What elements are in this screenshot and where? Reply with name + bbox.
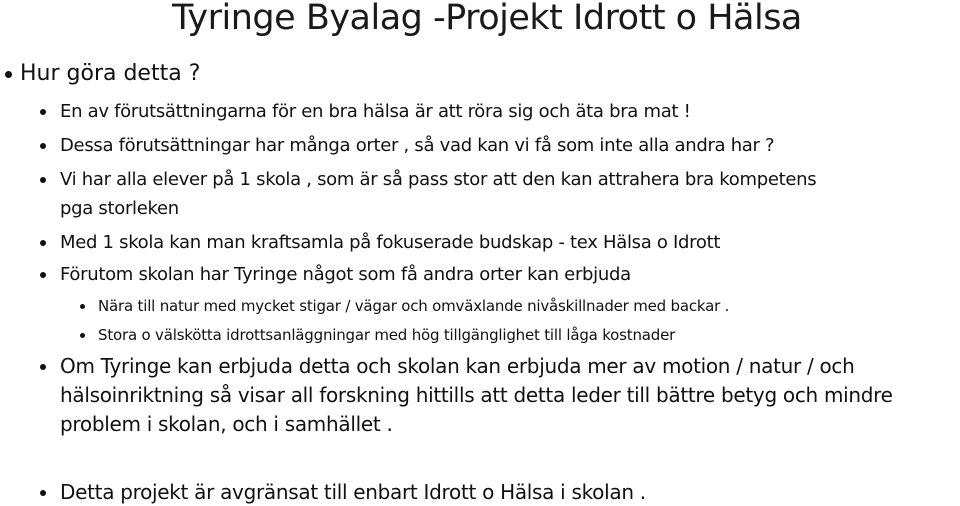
bullet-dot-icon [40, 272, 46, 278]
bullet-text: Detta projekt är avgränsat till enbart Idrott o Hälsa i skolan . [60, 480, 646, 504]
bullet-text: Om Tyringe kan erbjuda detta och skolan kan erbjuda mer av motion / natur / och [60, 354, 855, 378]
bullet-text-continued: problem i skolan, och i samhället . [60, 412, 393, 436]
bullet-text: Hur göra detta ? [20, 61, 201, 86]
list-item [0, 131, 960, 160]
bullet-dot-icon [80, 333, 85, 338]
list-item [0, 60, 960, 88]
bullet-dot-icon [5, 71, 12, 78]
list-item [0, 296, 960, 316]
bullet-text: Dessa förutsättningar har många orter , så vad kan vi få som inte alla andra har ? [60, 135, 775, 156]
bullet-text: En av förutsättningarna för en bra hälsa är att röra sig och äta bra mat ! [60, 101, 691, 122]
list-item [0, 325, 960, 345]
bullet-dot-icon [40, 177, 46, 183]
list-item [0, 478, 960, 506]
bullet-dot-icon [80, 304, 85, 309]
bullet-dot-icon [40, 143, 46, 149]
bullet-dot-icon [40, 109, 46, 115]
bullet-dot-icon [40, 364, 46, 370]
list-item [0, 97, 960, 126]
bullet-text: Vi har alla elever på 1 skola , som är så pass stor att den kan attrahera bra kompetens [60, 169, 817, 190]
bullet-text: Förutom skolan har Tyringe något som få andra orter kan erbjuda [60, 264, 631, 285]
bullet-dot-icon [40, 240, 46, 246]
list-item [0, 165, 960, 223]
list-item [0, 352, 960, 439]
bullet-text-continued: hälsoinriktning så visar all forskning hittills att detta leder till bättre betyg och mindre [60, 383, 893, 407]
sub-bullet-text: Nära till natur med mycket stigar / vägar och omväxlande nivåskillnader med backar . [98, 297, 730, 315]
list-item [0, 260, 960, 289]
bullet-text: Med 1 skola kan man kraftsamla på fokuserade budskap - tex Hälsa o Idrott [60, 232, 721, 253]
slide-title: Tyringe Byalag -Projekt Idrott o Hälsa [172, 0, 802, 38]
bullet-text-continued: pga storleken [60, 198, 179, 219]
bullet-dot-icon [40, 490, 46, 496]
sub-bullet-text: Stora o välskötta idrottsanläggningar med hög tillgänglighet till låga kostnader [98, 326, 676, 344]
list-item [0, 228, 960, 257]
